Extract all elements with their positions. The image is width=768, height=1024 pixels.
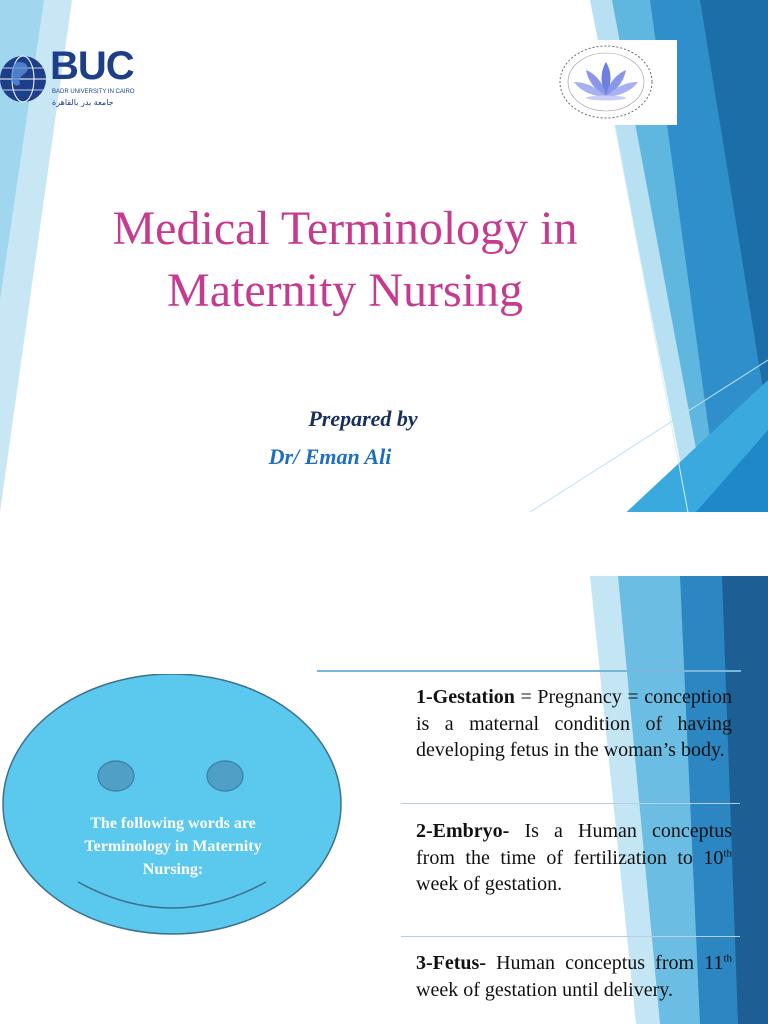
- author-name: Dr/ Eman Ali: [268, 444, 392, 469]
- term-definition-cont: week of gestation.: [416, 873, 563, 895]
- term-label: 3-Fetus-: [416, 952, 486, 974]
- buc-english-name: BADR UNIVERSITY IN CAIRO: [52, 89, 135, 95]
- right-eye: [207, 761, 243, 791]
- lotus-seal-logo: [556, 40, 677, 125]
- term-embryo: [416, 818, 732, 898]
- term-definition: Human conceptus from 11: [485, 952, 724, 974]
- left-eye: [98, 761, 134, 791]
- buc-brand: BUC: [50, 44, 134, 88]
- term-separator: [401, 803, 740, 804]
- term-label: 2-Embryo-: [416, 820, 510, 842]
- term-definition-cont: week of gestation until delivery.: [416, 978, 673, 1001]
- face-circle: [3, 674, 341, 934]
- face-text: The following words are Terminology in Maternity Nursing:: [84, 815, 262, 878]
- term-definition: = Pregnancy = conception is a maternal condition of having developing fetus in the woman’s body.: [416, 686, 732, 761]
- ordinal-suffix: th: [723, 952, 732, 965]
- buc-arabic-name: جامعة بدر بالقاهرة: [52, 98, 114, 107]
- term-definition: Is a Human conceptus from the time of fertilization to 10: [416, 820, 732, 869]
- ordinal-suffix: th: [723, 846, 732, 859]
- term-fetus: [416, 950, 732, 1003]
- terminology-slide: [0, 576, 768, 1024]
- top-rule: [317, 670, 741, 672]
- term-separator: [401, 936, 740, 937]
- smiley-face: [0, 674, 342, 939]
- prepared-by-label: Prepared by: [308, 406, 418, 431]
- slide-title: [60, 198, 630, 322]
- slide-gap: [0, 512, 768, 576]
- term-gestation: [416, 684, 732, 764]
- title-line-1: Medical Terminology in: [112, 202, 578, 255]
- title-line-2: Maternity Nursing: [167, 264, 523, 317]
- term-label: 1-Gestation: [416, 686, 515, 708]
